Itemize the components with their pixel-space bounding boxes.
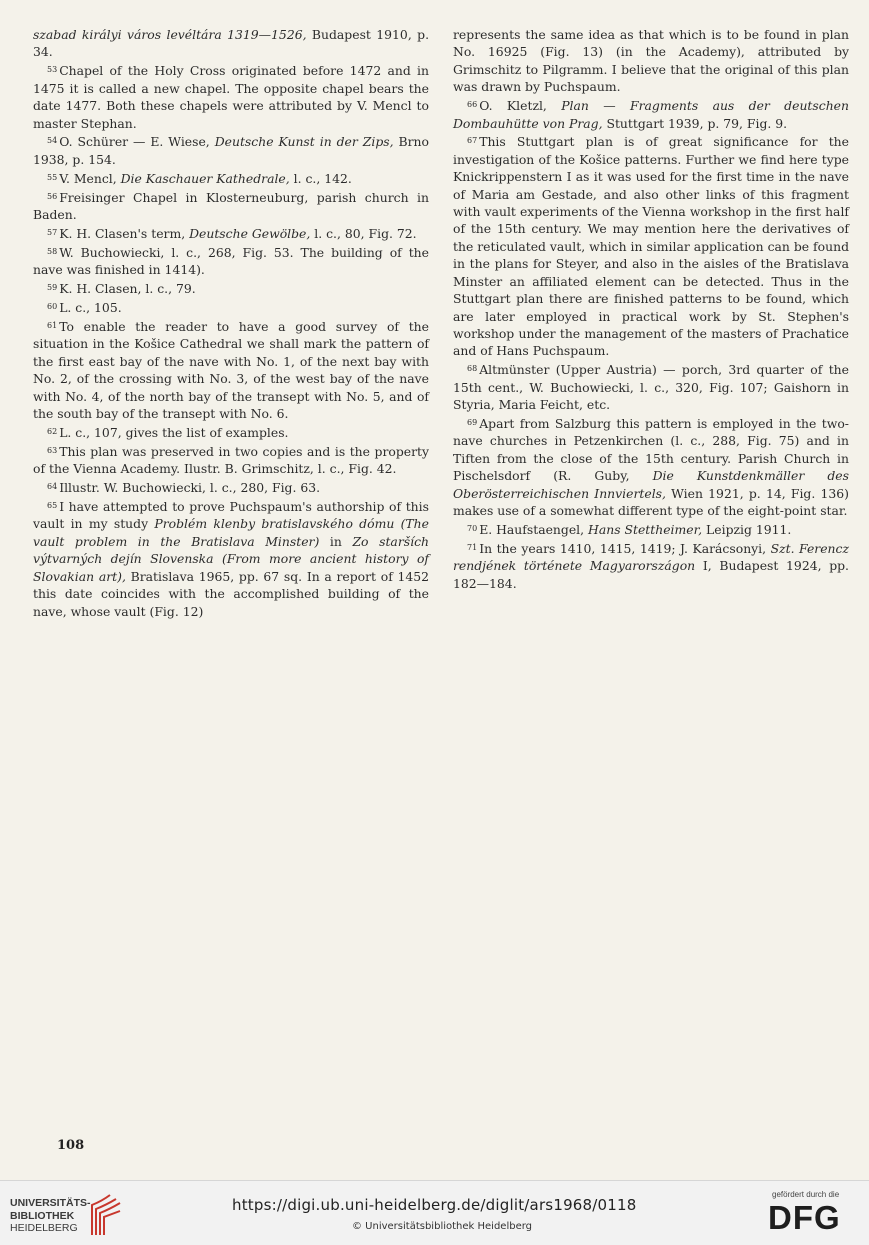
footnote — [33, 442, 429, 478]
footnotes-left-column — [33, 26, 429, 620]
footnote-text: Chapel of the Holy Cross originated before 1472 and in 1475 it is called a new chapel. The opposite chapel bears the date 1477. Both these chapels were attributed by V. Mencl to master Stephan. — [33, 63, 429, 131]
footnote-number: 65 — [47, 501, 58, 511]
footnote-number: 59 — [47, 283, 58, 293]
footnote-number: 66 — [467, 100, 478, 110]
permalink-url[interactable]: https://digi.ub.uni-heidelberg.de/diglit/ars1968/0118 — [232, 1196, 637, 1214]
footnote-number: 62 — [47, 426, 58, 436]
footnotes-right-column — [453, 26, 849, 593]
footnote-text: O. Kletzl, Plan — Fragments aus der deutschen Dombauhütte von Prag, Stuttgart 1939, p. 79, Fig. 9. — [453, 98, 849, 131]
footnote-text: I have attempted to prove Puchspaum's authorship of this vault in my study Problém klenby bratislavského dómu (The vault problem in the Bratislava Minster) in Zo starších výtvarných dejín Slovenska (From more ancient history of Slovakian art), Bratislava 1965, pp. 67 sq. In a report of 1452 this date coincides with the accomplished building of the nave, whose vault (Fig. 12) — [33, 499, 430, 619]
footnote-text: K. H. Clasen, l. c., 79. — [59, 281, 196, 297]
footnote — [33, 298, 429, 316]
footnote-text: L. c., 105. — [59, 300, 122, 316]
dfg-logo: DFG — [768, 1199, 841, 1236]
footnote-number: 55 — [47, 172, 58, 182]
digitization-footer — [0, 1180, 869, 1245]
footnote-text: szabad királyi város levéltára 1319—1526, Budapest 1910, p. 34. — [33, 27, 430, 60]
footnote-text: O. Schürer — E. Wiese, Deutsche Kunst in der Zips, Brno 1938, p. 154. — [33, 134, 429, 167]
footnote — [33, 497, 429, 620]
footnote-number: 60 — [47, 302, 58, 312]
copyright-notice: © Universitätsbibliothek Heidelberg — [352, 1221, 533, 1232]
footnote — [453, 539, 849, 592]
footnote-number: 54 — [47, 136, 58, 146]
footnote-text: In the years 1410, 1415, 1419; J. Karácsonyi, Szt. Ferencz rendjének története Magyarországon I, Budapest 1924, pp. 182—184. — [453, 540, 849, 591]
footnote — [33, 423, 429, 441]
footnote-text: represents the same idea as that which is to be found in plan No. 16925 (Fig. 13) (in the Academy), attributed by Grimschitz to Pilgramm. I believe that the original of this plan was drawn by Puchspaum. — [453, 27, 849, 95]
footnote-text: Freisinger Chapel in Klosterneuburg, parish church in Baden. — [33, 189, 429, 223]
footnote — [33, 188, 429, 224]
footnote-number: 53 — [47, 65, 58, 75]
footnote-text: V. Mencl, Die Kaschauer Kathedrale, l. c., 142. — [59, 170, 352, 186]
library-line-2: BIBLIOTHEK — [10, 1209, 75, 1222]
footnote — [453, 96, 849, 132]
footnote — [33, 169, 429, 187]
footnote-number: 56 — [47, 191, 58, 201]
page-number: 108 — [57, 1138, 85, 1153]
footnote-text: Altmünster (Upper Austria) — porch, 3rd quarter of the 15th cent., W. Buchowiecki, l. c., 320, Fig. 107; Gaishorn in Styria, Maria Feicht, etc. — [453, 362, 849, 413]
footnote-text: This Stuttgart plan is of great significance for the investigation of the Košice patterns. Further we find here type Knickrippenstern I as it was used for the first time in the nave of Maria am Gestade, and also other links of this fragment with vault experiments of the Vienna workshop in the first half of the 15th century. We may mention here the derivatives of the reticulated vault, which in similar application can be found in the plans for Steyer, and also in the aisles of the Bratislava Minster an affiliated element can be detected. Thus in the Stuttgart plan there are finished patterns to be found, which are later employed in practical work by St. Stephen's workshop under the management of the masters of Prachatice and of Hans Puchspaum. — [453, 134, 849, 359]
library-line-1: UNIVERSITÄTS- — [10, 1197, 91, 1209]
footnote-text: Illustr. W. Buchowiecki, l. c., 280, Fig. 63. — [59, 480, 321, 496]
library-line-3: HEIDELBERG — [10, 1222, 78, 1234]
footnote-number: 69 — [467, 417, 478, 427]
library-name — [10, 1197, 91, 1235]
footnote — [33, 478, 429, 496]
footnote-text: This plan was preserved in two copies and is the property of the Vienna Academy. Ilustr. B. Grimschitz, l. c., Fig. 42. — [33, 443, 429, 477]
footnote-number: 61 — [47, 321, 58, 330]
footnote-number: 67 — [467, 136, 478, 146]
footnote — [453, 360, 849, 413]
footnote-text: E. Haufstaengel, Hans Stettheimer, Leipzig 1911. — [479, 521, 792, 537]
footnote — [453, 414, 849, 519]
footnote — [33, 279, 429, 297]
footnote — [33, 132, 429, 168]
funding-caption: gefördert durch die — [772, 1190, 840, 1199]
footnote — [33, 317, 429, 422]
footnote — [33, 61, 429, 132]
footnote-number: 58 — [47, 246, 58, 256]
footnote-text: L. c., 107, gives the list of examples. — [59, 424, 289, 440]
footnote-number: 70 — [467, 523, 478, 533]
footnote-text: W. Buchowiecki, l. c., 268, Fig. 53. The building of the nave was finished in 1414). — [33, 244, 429, 278]
footnote-text: K. H. Clasen's term, Deutsche Gewölbe, l. c., 80, Fig. 72. — [59, 225, 417, 241]
footnote-number: 64 — [47, 482, 58, 492]
footnote-number: 71 — [467, 542, 478, 552]
footnote-number: 68 — [467, 364, 478, 374]
footnote — [33, 243, 429, 279]
footnote — [453, 132, 849, 359]
footnote-number: 63 — [47, 445, 58, 455]
footnote — [33, 224, 429, 242]
footnote — [33, 26, 429, 61]
library-logo-icon — [88, 1191, 124, 1237]
footnote — [453, 520, 849, 538]
footnote-text: To enable the reader to have a good survey of the situation in the Košice Cathedral we shall mark the pattern of the first east bay of the nave with No. 1, of the next bay with No. 2, of the crossing with No. 3, of the west bay of the nave with No. 4, of the north bay of the transept with No. 5, and of the south bay of the transept with No. 6. — [33, 319, 429, 422]
footnote — [453, 26, 849, 96]
footnote-text: Apart from Salzburg this pattern is employed in the two-nave churches in Petzenkirchen (l. c., 288, Fig. 75) and in Tiften from the close of the 15th century. Parish Church in Pischelsdorf (R. Guby, Die Kunstdenkmäller des Oberösterreichischen Innviertels, Wien 1921, p. 14, Fig. 136) makes use of a somewhat different type of the eight-point star. — [453, 415, 849, 518]
footnote-number: 57 — [47, 227, 58, 237]
